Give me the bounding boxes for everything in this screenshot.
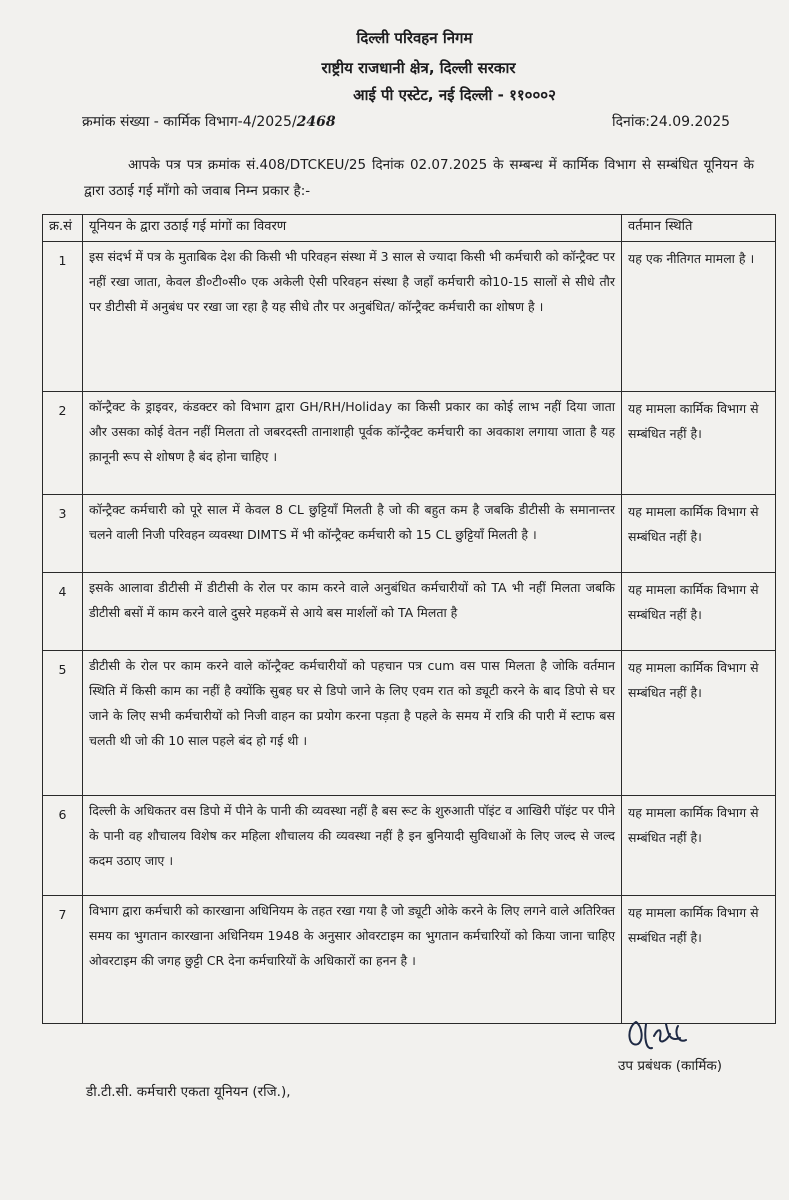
row-description: कॉन्ट्रैक्ट के ड्राइवर, कंडक्टर को विभाग द्वारा GH/RH/Holiday का किसी प्रकार का कोई लाभ नहीं दिया जाता और उसका कोई वेतन नहीं मिलता तो जबरदस्ती तानाशाही पूर्वक कॉन्ट्रैक्ट कर्मचारी का अवकाश लगाया जाता है यह क़ानूनी रूप से शोषण है बंद होना चाहिए । xyxy=(83,392,622,495)
row-description: विभाग द्वारा कर्मचारी को कारखाना अधिनियम के तहत रखा गया है जो ड्यूटी ओके करने के लिए लगने वाले अतिरिक्त समय का भुगतान कारखाना अधिनियम 1948 के अनुसार ओवरटाइम का भुगतान कर्मचारियों को किया जाना चाहिए ओवरटाइम की जगह छुट्टी CR देना कर्मचारियों के अधिकारों का हनन है । xyxy=(83,896,622,1024)
row-status: यह मामला कार्मिक विभाग से सम्बंधित नहीं है। xyxy=(622,573,776,651)
table-row xyxy=(43,242,776,392)
row-status: यह मामला कार्मिक विभाग से सम्बंधित नहीं है। xyxy=(622,495,776,573)
row-description: इसके आलावा डीटीसी में डीटीसी के रोल पर काम करने वाले अनुबंधित कर्मचारीयों को TA भी नहीं मिलता जबकि डीटीसी बसों में काम करने वाले दुसरे महकमें से आये बस मार्शलों को TA मिलता है xyxy=(83,573,622,651)
table-row xyxy=(43,392,776,495)
signature xyxy=(622,1014,692,1056)
row-number: 2 xyxy=(43,392,83,495)
table-row xyxy=(43,573,776,651)
row-number: 1 xyxy=(43,242,83,392)
reference-number xyxy=(82,112,336,131)
header-government: राष्ट्रीय राजधानी क्षेत्र, दिल्ली सरकार xyxy=(321,59,516,77)
demands-table xyxy=(42,214,776,1024)
header-description: यूनियन के द्वारा उठाई गई मांगों का विवरण xyxy=(83,215,622,242)
letter-date: दिनांक:24.09.2025 xyxy=(612,114,731,130)
row-number: 5 xyxy=(43,651,83,796)
addressee: डी.टी.सी. कर्मचारी एकता यूनियन (रजि.), xyxy=(86,1084,291,1100)
header-serial: क्र.सं xyxy=(43,215,83,242)
intro-paragraph: आपके पत्र पत्र क्रमांक सं.408/DTCKEU/25 दिनांक 02.07.2025 के सम्बन्ध में कार्मिक विभाग से सम्बंधित यूनियन के द्वारा उठाई गई माँगो को जवाब निम्न प्रकार है:- xyxy=(84,157,754,199)
signoff-designation: उप प्रबंधक (कार्मिक) xyxy=(618,1058,723,1074)
row-status: यह मामला कार्मिक विभाग से सम्बंधित नहीं है। xyxy=(622,796,776,896)
header-status: वर्तमान स्थिति xyxy=(622,215,776,242)
table-row xyxy=(43,896,776,1024)
row-description: दिल्ली के अधिकतर वस डिपो में पीने के पानी की व्यवस्था नहीं है बस रूट के शुरुआती पॉइंट व आखिरी पॉइंट पर पीने के पानी वह शौचालय विशेष कर महिला शौचालय की व्यवस्था नहीं है इन बुनियादी सुविधाओं के लिए जल्द से जल्द कदम उठाए जाए । xyxy=(83,796,622,896)
row-number: 7 xyxy=(43,896,83,1024)
row-description: इस संदर्भ में पत्र के मुताबिक देश की किसी भी परिवहन संस्था में 3 साल से ज्यादा किसी भी कर्मचारी को कॉन्ट्रैक्ट पर नहीं रखा जाता, केवल डी०टी०सी० एक अकेली ऐसी परिवहन संस्था है जहाँ कर्मचारी को10-15 सालों से सीधे तौर पर डीटीसी में अनुबंध पर रखा जा रहा है यह सीधे तौर पर अनुबंधित/ कॉन्ट्रैक्ट कर्मचारी का शोषण है । xyxy=(83,242,622,392)
row-number: 6 xyxy=(43,796,83,896)
table-row xyxy=(43,651,776,796)
row-number: 3 xyxy=(43,495,83,573)
handwritten-reference-number: 2468 xyxy=(296,114,336,130)
row-description: डीटीसी के रोल पर काम करने वाले कॉन्ट्रैक्ट कर्मचारीयों को पहचान पत्र cum वस पास मिलता है जोकि वर्तमान स्थिति में किसी काम का नहीं है क्योंकि सुबह घर से डिपो जाने के लिए एवम रात को ड्यूटी करने के बाद डिपो से घर जाने के लिए सभी कर्मचारीयों को निजी वाहन का प्रयोग करना पड़ता है पहले के समय में रात्रि की पारी में स्टाफ बस चलती थी जो की 10 साल पहले बंद हो गई थी । xyxy=(83,651,622,796)
row-status: यह मामला कार्मिक विभाग से सम्बंधित नहीं है। xyxy=(622,392,776,495)
row-number: 4 xyxy=(43,573,83,651)
row-description: कॉन्ट्रैक्ट कर्मचारी को पूरे साल में केवल 8 CL छुट्टियाँ मिलती है जो की बहुत कम है जबकि डीटीसी के समानान्तर चलने वाली निजी परिवहन व्यवस्था DIMTS में भी कॉन्ट्रैक्ट कर्मचारी को 15 CL छुट्टियाँ मिलती है । xyxy=(83,495,622,573)
header-org-name: दिल्ली परिवहन निगम xyxy=(356,29,473,47)
row-status: यह एक नीतिगत मामला है । xyxy=(622,242,776,392)
row-status: यह मामला कार्मिक विभाग से सम्बंधित नहीं है। xyxy=(622,896,776,1024)
header-address: आई पी एस्टेट, नई दिल्ली - ११०००२ xyxy=(353,86,556,104)
table-header-row xyxy=(43,215,776,242)
table-row xyxy=(43,495,776,573)
table-row xyxy=(43,796,776,896)
row-status: यह मामला कार्मिक विभाग से सम्बंधित नहीं है। xyxy=(622,651,776,796)
reference-label: क्रमांक संख्या - कार्मिक विभाग-4/2025/ xyxy=(82,114,297,130)
